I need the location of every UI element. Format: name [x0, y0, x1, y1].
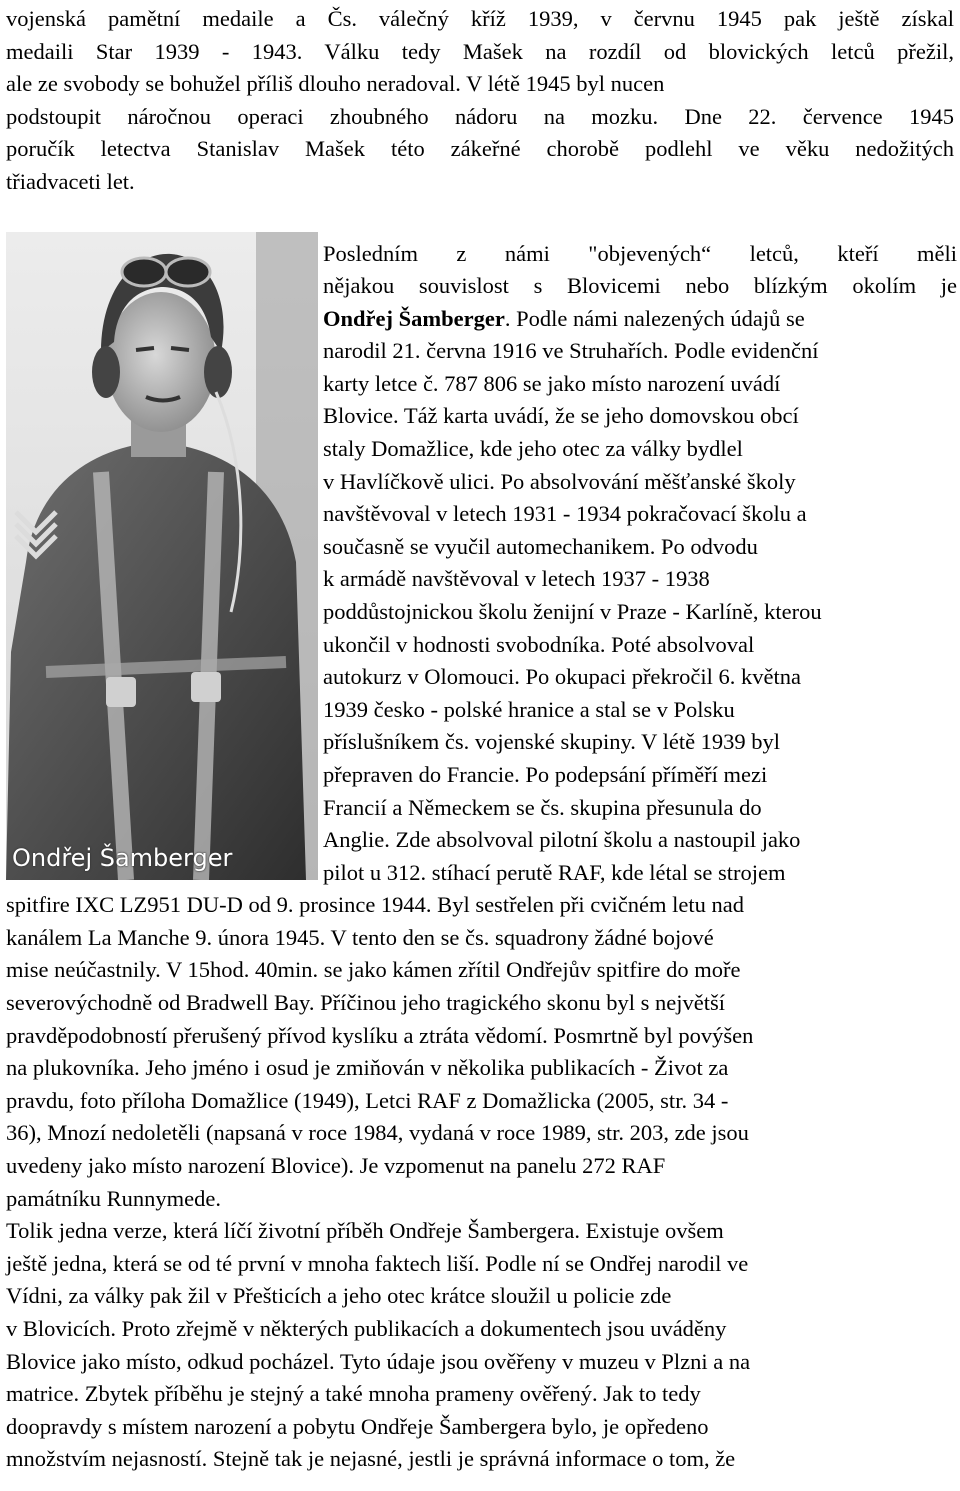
text-line: medaili Star 1939 - 1943. Válku tedy Mašek na rozdíl od blovických letců přežil,	[6, 39, 954, 64]
text-line: přepraven do Francie. Po podepsání příměří mezi	[323, 762, 768, 787]
text-line: matrice. Zbytek příběhu je stejný a také mnoha prameny ověřený. Jak to tedy	[6, 1381, 701, 1406]
text-line: 1939 česko - polské hranice a stal se v Polsku	[323, 697, 735, 722]
text-line: Tolik jedna verze, která líčí životní příběh Ondřeje Šambergera. Existuje ovšem	[6, 1218, 724, 1243]
text-line: severovýchodně od Bradwell Bay. Příčinou jeho tragického skonu byl s největší	[6, 990, 726, 1015]
text-line: Vídni, za války pak žil v Přešticích a jeho otec krátce sloužil u policie zde	[6, 1283, 672, 1308]
text-span: . Podle námi nalezených údajů se	[504, 306, 805, 331]
text-line: současně se vyučil automechanikem. Po odvodu	[323, 534, 758, 559]
text-line: Francií a Německem se čs. skupina přesunula do	[323, 795, 762, 820]
text-line: ale ze svobody se bohužel příliš dlouho neradoval. V létě 1945 byl nucen	[6, 71, 665, 96]
text-line: na plukovníka. Jeho jméno i osud je zmiňován v několika publikacích - Život za	[6, 1055, 729, 1080]
text-line: mise neúčastnily. V 15hod. 40min. se jako kámen zřítil Ondřejův spitfire do moře	[6, 957, 741, 982]
text-line: nějakou souvislost s Blovicemi nebo blízkým okolím je	[323, 273, 957, 298]
text-line: pravdu, foto příloha Domažlice (1949), Letci RAF z Domažlicka (2005, str. 34 -	[6, 1088, 729, 1113]
text-line: uvedeny jako místo narození Blovice). Je vzpomenut na panelu 272 RAF	[6, 1153, 666, 1178]
pilot-portrait-image	[6, 232, 318, 880]
text-line: poddůstojnickou školu ženijní v Praze - Karlíně, kterou	[323, 599, 822, 624]
text-line: karty letce č. 787 806 se jako místo narození uvádí	[323, 371, 781, 396]
text-line: autokurz v Olomouci. Po okupaci překročil 6. května	[323, 664, 802, 689]
text-line: Blovice jako místo, odkud pocházel. Tyto údaje jsou ověřeny v muzeu v Plzni a na	[6, 1349, 751, 1374]
text-line: kanálem La Manche 9. února 1945. V tento den se čs. squadrony žádné bojové	[6, 925, 714, 950]
text-line: spitfire IXC LZ951 DU-D od 9. prosince 1944. Byl sestřelen při cvičném letu nad	[6, 892, 744, 917]
text-line: v Havlíčkově ulici. Po absolvování měšťanské školy	[323, 469, 796, 494]
text-line: doopravdy s místem narození a pobytu Ondřeje Šambergera bylo, je opředeno	[6, 1414, 709, 1439]
text-line: narodil 21. června 1916 ve Struhařích. Podle evidenční	[323, 338, 819, 363]
text-line: pilot u 312. stíhací perutě RAF, kde létal se strojem	[323, 860, 786, 885]
text-line: Blovice. Táž karta uvádí, že se jeho domovskou obcí	[323, 403, 799, 428]
text-line: třiadvaceti let.	[6, 169, 135, 194]
text-line: v Blovicích. Proto zřejmě v některých publikacích a dokumentech jsou uváděny	[6, 1316, 727, 1341]
photo-caption: Ondřej Šamberger	[12, 844, 233, 872]
text-line: 36), Mnozí nedoletěli (napsaná v roce 1984, vydaná v roce 1989, str. 203, zde jsou	[6, 1120, 749, 1145]
text-line: vojenská pamětní medaile a Čs. válečný kříž 1939, v červnu 1945 pak ještě získal	[6, 6, 954, 31]
text-line: pravděpodobností přerušený přívod kyslíku a ztráta vědomí. Posmrtně byl povýšen	[6, 1023, 754, 1048]
text-line: staly Domažlice, kde jeho otec za války bydlel	[323, 436, 743, 461]
person-name-bold: Ondřej Šamberger	[323, 306, 505, 331]
text-line: ještě jedna, která se od té první v mnoha faktech liší. Podle ní se Ondřej narodil ve	[6, 1251, 749, 1276]
text-line: příslušníkem čs. vojenské skupiny. V létě 1939 byl	[323, 729, 781, 754]
portrait-photo	[6, 232, 318, 880]
text-line: podstoupit náročnou operaci zhoubného nádoru na mozku. Dne 22. července 1945	[6, 104, 954, 129]
text-line: památníku Runnymede.	[6, 1186, 221, 1211]
text-line	[323, 303, 805, 336]
text-line: ukončil v hodnosti svobodníka. Poté absolvoval	[323, 632, 755, 657]
text-line: Posledním z námi "objevených“ letců, kteří měli	[323, 241, 957, 266]
text-line: poručík letectva Stanislav Mašek této zákeřné chorobě podlehl ve věku nedožitých	[6, 136, 954, 161]
text-line: navštěvoval v letech 1931 - 1934 pokračovací školu a	[323, 501, 807, 526]
text-line: Anglie. Zde absolvoval pilotní školu a nastoupil jako	[323, 827, 801, 852]
text-line: k armádě navštěvoval v letech 1937 - 1938	[323, 566, 710, 591]
text-line: množstvím nejasností. Stejně tak je nejasné, jestli je správná informace o tom, že	[6, 1446, 736, 1471]
